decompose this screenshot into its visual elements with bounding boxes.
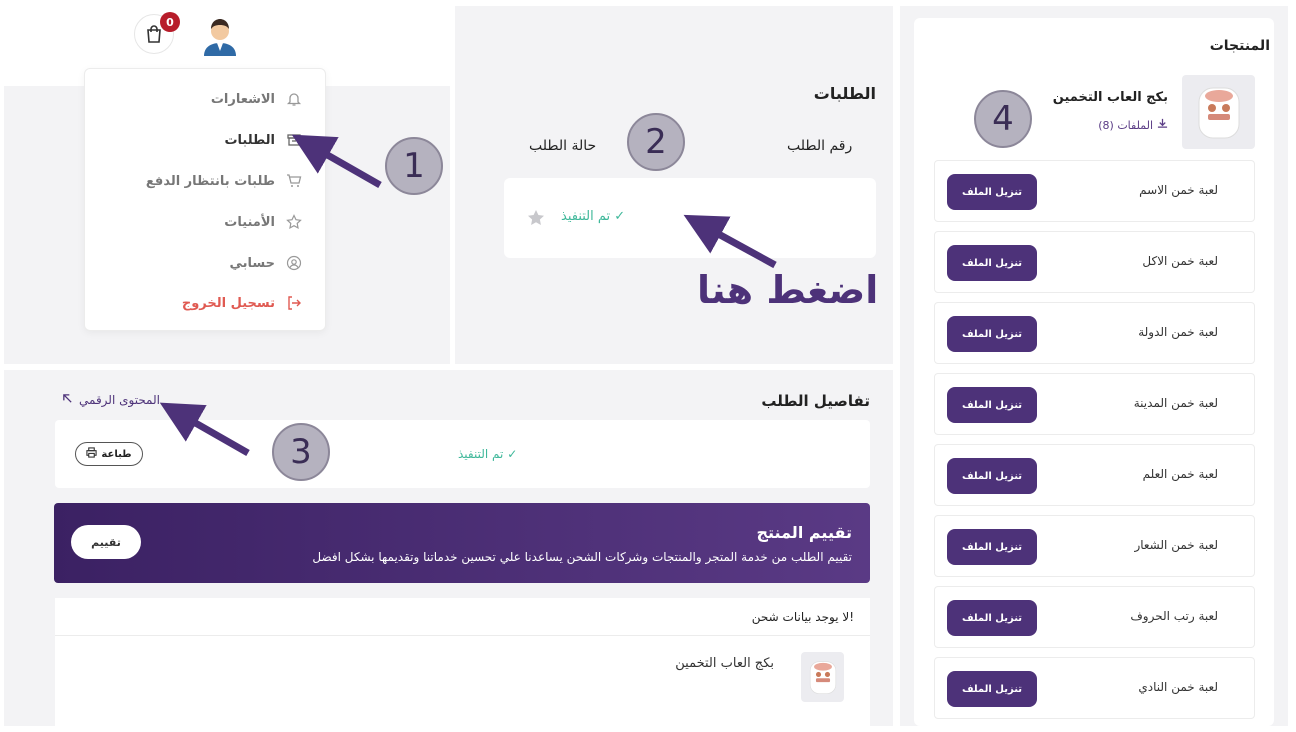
download-file-button[interactable]: تنزيل الملف: [947, 316, 1037, 352]
package-name: بكج العاب التخمين: [1052, 90, 1168, 105]
step-3-marker: 3: [272, 423, 330, 481]
orders-title: الطلبات: [813, 84, 876, 103]
file-name: لعبة خمن الشعار: [1134, 538, 1218, 552]
menu-item-label: طلبات بانتظار الدفع: [145, 173, 275, 189]
arrow-to-digital-content: [178, 413, 248, 453]
print-label: طباعة: [101, 448, 132, 460]
download-file-button[interactable]: تنزيل الملف: [947, 600, 1037, 636]
file-name: لعبة خمن المدينة: [1133, 396, 1218, 410]
step-2-marker: 2: [627, 113, 685, 171]
order-details-title: تفاصيل الطلب: [761, 392, 870, 410]
arrow-to-order-row: [702, 225, 775, 265]
check-icon: ✓: [614, 209, 626, 224]
detail-status-label: تم التنفيذ: [458, 447, 504, 461]
rate-subtitle: تقييم الطلب من خدمة المتجر والمنتجات وشركات الشحن يساعدنا علي تحسين خدماتنا وتقديمها بشكل افضل: [312, 550, 852, 564]
download-file-button[interactable]: تنزيل الملف: [947, 671, 1037, 707]
item-name: بكج العاب التخمين: [675, 656, 774, 671]
step-4-marker: 4: [974, 90, 1032, 148]
check-icon: ✓: [507, 447, 518, 461]
download-file-button[interactable]: تنزيل الملف: [947, 529, 1037, 565]
no-shipping-text: لا يوجد بيانات شحن!: [751, 610, 854, 624]
step-1-marker: 1: [385, 137, 443, 195]
menu-item-label: الاشعارات: [210, 91, 275, 107]
arrow-to-orders: [310, 145, 380, 185]
column-order-number: رقم الطلب: [787, 138, 853, 154]
rate-title: تقييم المنتج: [756, 523, 852, 542]
download-file-button[interactable]: تنزيل الملف: [947, 174, 1037, 210]
download-file-button[interactable]: تنزيل الملف: [947, 387, 1037, 423]
file-name: لعبة رتب الحروف: [1130, 609, 1218, 623]
menu-item-label: الطلبات: [224, 132, 275, 148]
column-order-status: حالة الطلب: [529, 138, 597, 154]
products-title: المنتجات: [1209, 38, 1270, 54]
rate-button[interactable]: تقييم: [71, 525, 141, 559]
digital-content-label: المحتوى الرقمي: [79, 393, 160, 407]
press-here-label: اضغط هنا: [697, 268, 879, 312]
file-name: لعبة خمن الاكل: [1142, 254, 1218, 268]
download-file-button[interactable]: تنزيل الملف: [947, 245, 1037, 281]
cart-count-badge: 0: [160, 12, 180, 32]
menu-item-label: حسابي: [229, 255, 275, 271]
download-file-button[interactable]: تنزيل الملف: [947, 458, 1037, 494]
menu-item-label: الأمنيات: [224, 214, 275, 230]
files-count: الملفات (8): [1098, 118, 1153, 132]
file-name: لعبة خمن الاسم: [1139, 183, 1218, 197]
file-name: لعبة خمن العلم: [1142, 467, 1218, 481]
file-name: لعبة خمن الدولة: [1138, 325, 1218, 339]
file-name: لعبة خمن النادي: [1138, 680, 1218, 694]
order-status-label: تم التنفيذ: [561, 209, 611, 224]
menu-item-label: تسجيل الخروج: [181, 295, 275, 311]
